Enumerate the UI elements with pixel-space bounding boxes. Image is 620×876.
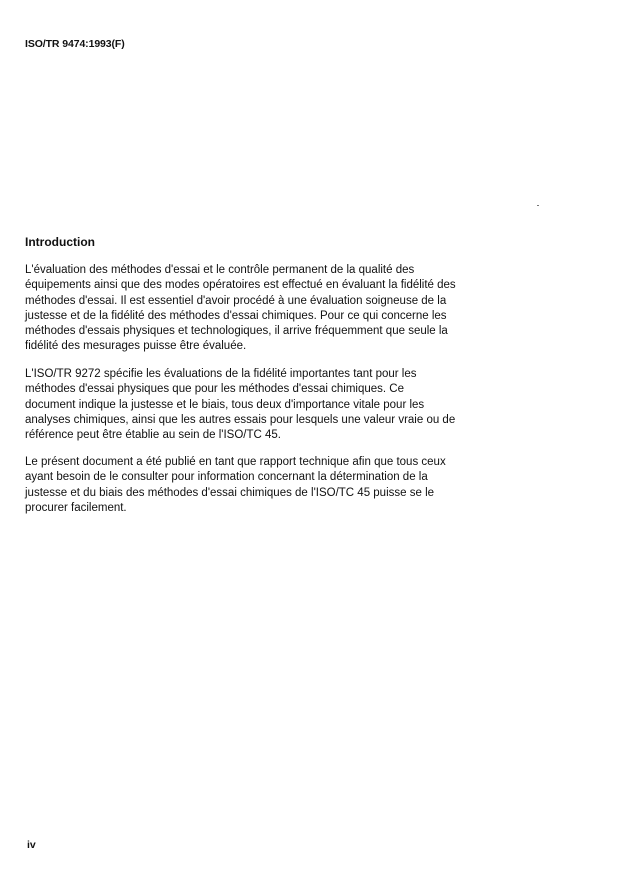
page-number: iv (27, 839, 36, 851)
scan-speck (537, 205, 539, 206)
paragraph-3: Le présent document a été publié en tant que rapport technique afin que tous ceux ayant besoin de le consulter pour information concernant la détermination de la justesse et du biais des méthodes d'essai chimiques de l'ISO/TC 45 puisse se le procurer facilement. (25, 456, 446, 514)
paragraph-2: L'ISO/TR 9272 spécifie les évaluations de la fidélité importantes tant pour les méthodes d'essai physiques que pour les méthodes d'essai chimiques. Ce document indique la justesse et le biais, tous deux d'importance vitale pour les analyses chimiques, ainsi que les autres essais pour lesquels une valeur vraie ou de référence peut être établie au sein de l'ISO/TC 45. (25, 368, 456, 442)
section-title: Introduction (25, 235, 95, 249)
paragraph-1: L'évaluation des méthodes d'essai et le contrôle permanent de la qualité des équipements ainsi que des modes opératoires est effectué en évaluant la fidélité des méthodes d'essai. Il est essentiel d'avoir procédé à une évaluation soigneuse de la justesse et de la fidélité des méthodes d'essai chimiques. Pour ce qui concerne les méthodes d'essais physiques et technologiques, il arrive fréquemment que seule la fidélité des mesurages puisse être évaluée. (25, 264, 456, 353)
document-reference: ISO/TR 9474:1993(F) (25, 38, 125, 50)
